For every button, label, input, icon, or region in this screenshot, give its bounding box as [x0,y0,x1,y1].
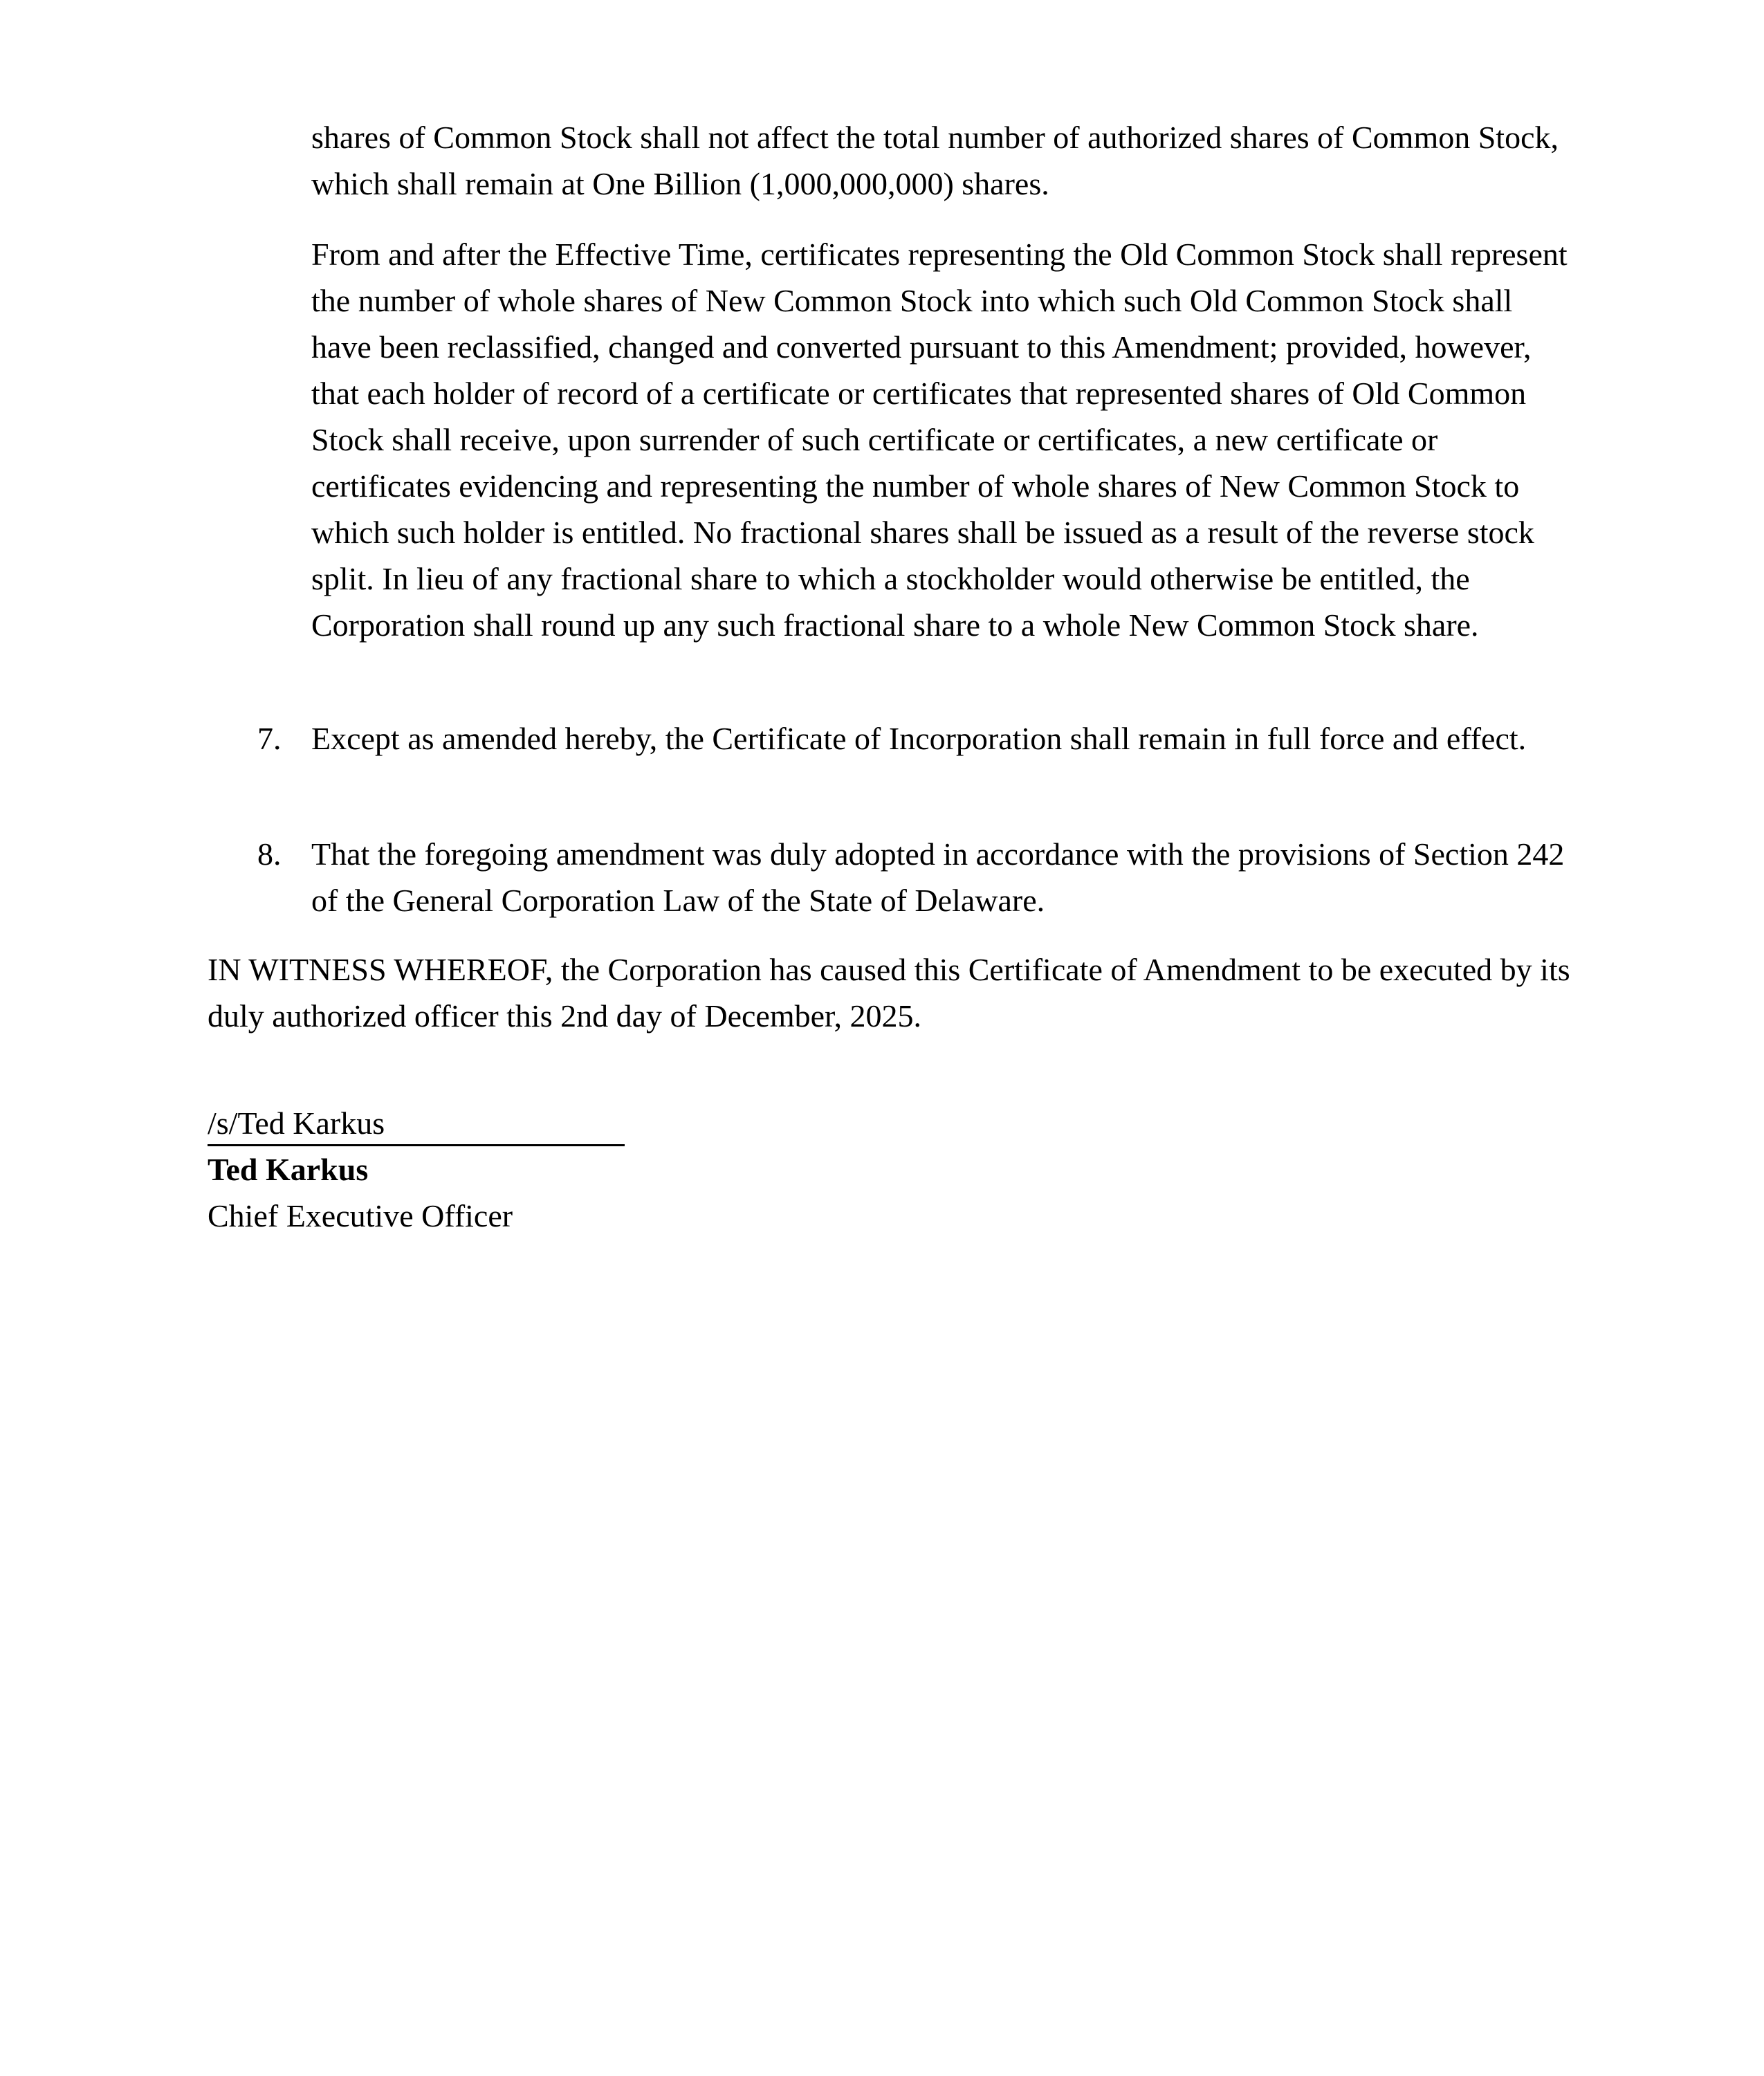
signatory-title: Chief Executive Officer [208,1198,513,1233]
list-item-text: That the foregoing amendment was duly adopted in accordance with the provisions of Section 242 of the General Corporation Law of the State of Delaware. [311,836,1565,918]
signature-block [208,1100,830,1239]
list-item-number: 7. [257,721,282,756]
list-item-number: 8. [257,836,282,872]
continuation-paragraph: shares of Common Stock shall not affect the total number of authorized shares of Common Stock, which shall remain at One Billion (1,000,000,000) shares. [311,120,1559,201]
witness-paragraph: IN WITNESS WHEREOF, the Corporation has caused this Certificate of Amendment to be executed by its duly authorized officer this 2nd day of December, 2025. [208,952,1570,1034]
signature-line: /s/Ted Karkus [208,1103,625,1146]
list-item-text: Except as amended hereby, the Certificate of Incorporation shall remain in full force and effect. [311,721,1527,756]
signatory-name: Ted Karkus [208,1152,369,1187]
effective-time-paragraph: From and after the Effective Time, certificates representing the Old Common Stock shall represent the number of whole shares of New Common Stock into which such Old Common Stock shall have been reclassified, changed and converted pursuant to this Amendment; provided, however, that each holder of record of a certificate or certificates that represented shares of Old Common Stock shall receive, upon surrender of such certificate or certificates, a new certificate or certificates evidencing and representing the number of whole shares of New Common Stock to which such holder is entitled. No fractional shares shall be issued as a result of the reverse stock split. In lieu of any fractional share to which a stockholder would otherwise be entitled, the Corporation shall round up any such fractional share to a whole New Common Stock share. [311,237,1568,643]
